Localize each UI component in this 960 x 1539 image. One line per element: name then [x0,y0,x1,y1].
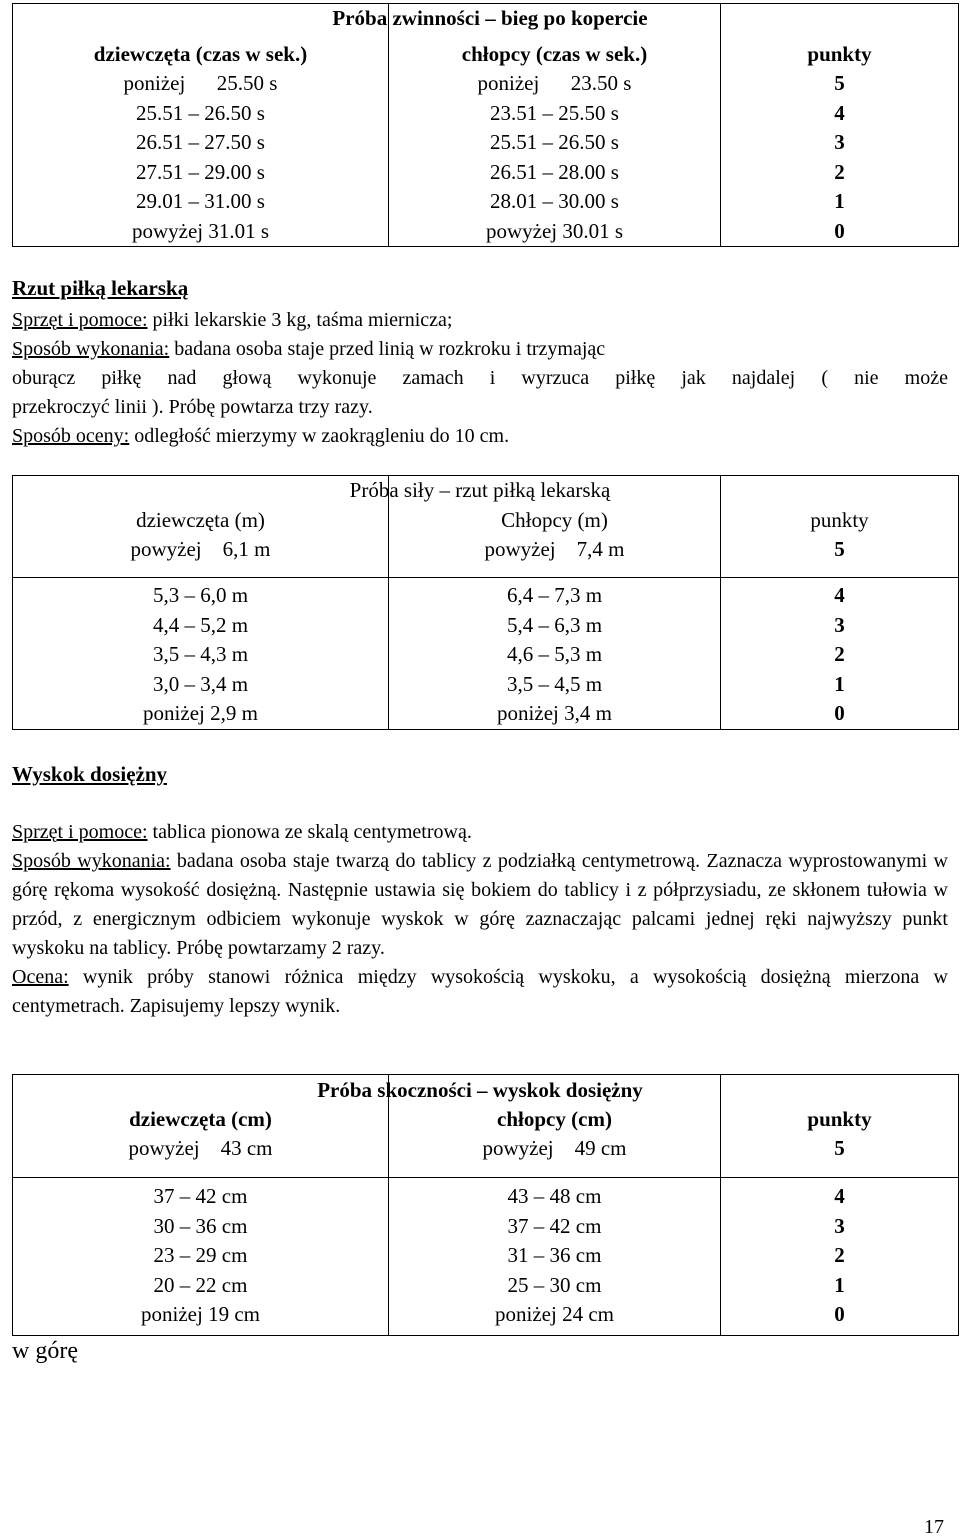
agility-girls-value: powyżej 31.01 s [131,218,270,243]
jump-points-header: punkty [807,1106,872,1131]
agility-girls-value: 29.01 – 31.00 s [136,189,265,213]
agility-boys-value: powyżej 30.01 s [485,218,624,243]
method-text: badana osoba staje twarzą do tablicy z podziałką centymetrową. Zaznacza wyprostowanymi w górę rękoma wysokość dosiężną. Następnie ustawia się bokiem do tablicy i z półprzysiadu, ze skłonem tułowia w przód, z energicznym odbiciem wykonuje wyskok w górę zaznaczając palcami jednej ręki najwyższy punkt wyskoku na tablicy. Próbę powtarzamy 2 razy. [12,850,949,959]
rating-text: odległość mierzymy w zaokrągleniu do 10 cm. [129,425,510,447]
strength-boys-header: Chłopcy (m) [501,507,608,532]
strength-points-value: 4 [834,583,845,607]
jump-boys-value: 25 – 30 cm [507,1272,602,1297]
agility-points-value: 5 [834,71,845,95]
jump-girls-value: poniżej 19 cm [141,1302,260,1326]
equipment-label: Sprzęt i pomoce: [12,309,148,331]
strength-boys-value: 3,5 – 4,5 m [506,671,603,696]
jump-points-value: 2 [834,1243,845,1267]
strength-girls-value: poniżej 2,9 m [143,701,258,725]
jump-points-value: 5 [834,1136,845,1160]
agility-girls-value: poniżej 25.50 s [123,71,278,95]
jump-girls-value: 23 – 29 cm [153,1243,248,1267]
jump-boys-column [389,1178,721,1336]
strength-boys-value: 4,6 – 5,3 m [506,642,603,666]
jump-girls-value: 37 – 42 cm [153,1184,248,1208]
strength-points-header-cell [721,476,959,578]
agility-boys-header: chłopcy (czas w sek.) [461,41,648,66]
method-label: Sposób wykonania: [12,850,171,872]
equipment-label: Sprzęt i pomoce: [12,821,148,843]
strength-boys-column [389,578,721,730]
jump-boys-value: 31 – 36 cm [507,1243,602,1267]
strength-boys-value: 5,4 – 6,3 m [506,612,603,637]
method-text-line: oburącz piłkę nad głową wykonuje zamach i wyrzuca piłkę jak najdalej ( nie może [12,367,948,389]
jump-points-value: 3 [834,1213,845,1238]
strength-girls-value: 5,3 – 6,0 m [152,583,249,607]
strength-boys-value: powyżej 7,4 m [484,537,625,561]
strength-points-value: 0 [834,701,845,725]
agility-girls-header: dziewczęta (czas w sek.) [93,41,308,66]
vertical-jump-description [12,818,948,1021]
jump-boys-value: 37 – 42 cm [507,1213,602,1238]
strength-points-value: 2 [834,642,845,666]
agility-points-value: 4 [834,100,845,125]
agility-girls-column [13,4,389,247]
strength-boys-value: poniżej 3,4 m [497,701,612,725]
jump-table-title: Próba skoczności – wyskok dosiężny [317,1078,643,1102]
jump-boys-value: poniżej 24 cm [495,1302,614,1326]
jump-points-value: 0 [834,1302,845,1326]
jump-girls-value: 20 – 22 cm [153,1272,248,1297]
strength-points-value: 5 [834,537,845,561]
agility-points-value: 3 [834,130,845,154]
strength-score-table [12,475,959,730]
equipment-text: piłki lekarskie 3 kg, taśma miernicza; [147,309,453,331]
strength-points-value: 3 [834,612,845,637]
agility-girls-value: 27.51 – 29.00 s [136,159,265,184]
jump-points-value: 4 [834,1184,845,1208]
strength-points-column [721,578,959,730]
vertical-jump-title: Wyskok dosiężny [12,762,168,786]
page-number: 17 [924,1516,944,1538]
strength-girls-value: powyżej 6,1 m [130,537,271,561]
agility-boys-value: 26.51 – 28.00 s [490,159,619,184]
jump-points-header-cell [721,1075,959,1178]
method-text: badana osoba staje przed linią w rozkroku i trzymając [169,338,606,360]
jump-girls-header: dziewczęta (cm) [129,1106,272,1131]
agility-points-value: 0 [834,218,845,243]
rating-label: Ocena: [12,966,69,988]
medicine-ball-description [12,306,948,451]
agility-points-header: punkty [807,41,872,66]
strength-points-value: 1 [834,671,845,696]
strength-girls-column [13,578,389,730]
agility-points-value: 1 [834,189,845,213]
agility-boys-value: 28.01 – 30.00 s [490,189,619,213]
agility-boys-column [389,4,721,247]
jump-girls-column [13,1178,389,1336]
agility-table-title: Próba zwinności – bieg po kopercie [332,6,648,30]
medicine-ball-title: Rzut piłką lekarską [12,276,189,300]
agility-boys-value: poniżej 23.50 s [477,71,632,95]
jump-score-table [12,1074,959,1336]
agility-points-value: 2 [834,159,845,184]
jump-girls-value: 30 – 36 cm [153,1213,248,1238]
strength-points-header: punkty [810,507,869,532]
strength-boys-value: 6,4 – 7,3 m [506,583,603,607]
strength-girls-value: 3,0 – 3,4 m [152,671,249,696]
agility-girls-value: 25.51 – 26.50 s [136,100,265,125]
rating-text: wynik próby stanowi różnica między wysokością wyskoku, a wysokością dosiężną mierzona w centymetrach. Zapisujemy lepszy wynik. [12,966,948,1017]
jump-boys-value: powyżej 49 cm [482,1136,627,1160]
method-label: Sposób wykonania: [12,338,170,360]
footer-note: w górę [12,1338,78,1364]
agility-boys-value: 23.51 – 25.50 s [490,100,619,125]
agility-girls-value: 26.51 – 27.50 s [136,130,265,154]
jump-boys-value: 43 – 48 cm [507,1184,602,1208]
agility-score-table [12,3,959,247]
rating-label: Sposób oceny: [12,425,130,447]
agility-boys-value: 25.51 – 26.50 s [490,130,619,154]
strength-girls-header: dziewczęta (m) [136,507,265,532]
method-text-line: przekroczyć linii ). Próbę powtarza trzy razy. [12,396,373,418]
jump-girls-value: powyżej 43 cm [128,1136,273,1160]
equipment-text: tablica pionowa ze skalą centymetrową. [147,821,472,843]
strength-girls-value: 4,4 – 5,2 m [152,612,249,637]
agility-points-column [721,4,959,247]
jump-points-value: 1 [834,1272,845,1297]
strength-girls-value: 3,5 – 4,3 m [152,642,249,666]
jump-points-column [721,1178,959,1336]
strength-table-title: Próba siły – rzut piłką lekarską [349,478,611,502]
jump-boys-header: chłopcy (cm) [497,1106,612,1131]
